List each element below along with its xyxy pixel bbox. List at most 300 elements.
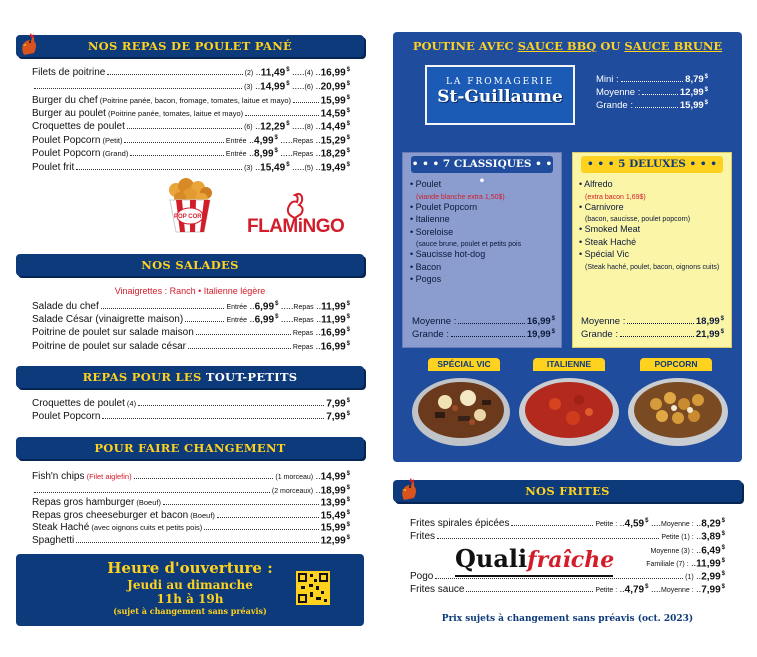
item-note: (4) — [124, 399, 137, 409]
price-b-label: (5) — [304, 165, 314, 173]
leader-dots — [620, 336, 694, 337]
poutine-item — [410, 249, 485, 259]
currency-symbol: $ — [720, 329, 724, 335]
price: 15,49$ — [320, 510, 350, 522]
item-sub — [416, 238, 521, 248]
leader-dots: .. — [252, 121, 261, 132]
price-a-label: (3) — [244, 84, 253, 92]
leader-dots: ..... — [289, 121, 305, 132]
leader-dots — [127, 128, 242, 129]
frites-row — [410, 545, 725, 556]
price-b-label: Petite (1) : — [661, 534, 694, 542]
box-price-label: Moyenne : — [412, 316, 457, 328]
poutine-item — [579, 237, 636, 247]
item-name: Salade du chef — [32, 301, 99, 313]
poutine-item — [410, 202, 477, 212]
price-a-label: (2) — [244, 70, 254, 78]
poulet-row — [32, 148, 350, 159]
poutine-item — [579, 224, 640, 234]
item-name: Poulet frit — [32, 162, 75, 174]
price-b: 6,49$ — [701, 545, 725, 557]
item-extra-text: (extra bacon 1,69$) — [585, 193, 646, 201]
currency-symbol: $ — [346, 471, 350, 477]
item-name: Poulet Popcorn — [32, 411, 101, 423]
item-name: • Spécial Vic — [579, 249, 630, 259]
quali-brand: Quali — [455, 544, 528, 573]
price-a: 11,49$ — [260, 67, 290, 79]
item-name: Frites — [410, 531, 435, 543]
salade-row — [32, 314, 350, 325]
currency-symbol: $ — [274, 135, 278, 141]
leader-dots — [435, 578, 683, 579]
leader-dots: .. — [693, 518, 702, 529]
tout-petits-title-b: TOUT-PETITS — [205, 370, 298, 384]
leader-dots — [196, 334, 291, 335]
item-name: Poulet Popcorn — [32, 135, 101, 147]
price-a-label: (3) — [244, 165, 253, 173]
price-b-label: (4) — [304, 70, 314, 78]
poutine-item — [410, 274, 441, 284]
price-b-label: (8) — [304, 124, 314, 132]
price-b: 7,99$ — [701, 584, 725, 596]
price-b-label: Repas — [292, 344, 314, 352]
price-a-label: (6) — [244, 124, 253, 132]
item-name: Burger au poulet — [32, 108, 106, 120]
poutine-item — [410, 262, 441, 272]
price: 13,99$ — [320, 497, 350, 509]
leader-dots — [451, 336, 525, 337]
photo-label-popcorn: POPCORN — [640, 358, 712, 371]
price-a: 6,99$ — [254, 301, 279, 313]
item-note: (Boeuf) — [134, 498, 161, 508]
currency-symbol: $ — [346, 341, 350, 347]
box-price-row — [581, 329, 724, 340]
poulet-row — [32, 135, 350, 146]
price-b: 16,99$ — [320, 67, 350, 79]
leader-dots — [627, 323, 694, 324]
tout-petits-banner — [16, 366, 364, 388]
currency-symbol: $ — [275, 301, 279, 307]
poutine-title-b: SAUCE BBQ — [517, 39, 597, 53]
leader-dots — [204, 529, 318, 530]
currency-symbol: $ — [346, 95, 350, 101]
price-b: 11,99$ — [696, 558, 725, 570]
qr-code-icon[interactable] — [296, 571, 330, 605]
price: 7,99$ — [326, 411, 350, 423]
currency-symbol: $ — [704, 100, 708, 106]
price: 15,99$ — [320, 95, 350, 107]
leader-dots: .... — [648, 518, 661, 529]
fraiche-brand: fraîche — [527, 547, 615, 573]
currency-symbol: $ — [346, 135, 350, 141]
leader-dots: .. — [693, 584, 702, 595]
price-b-label: Moyenne : — [660, 521, 694, 529]
poulet-row — [32, 81, 350, 92]
currency-symbol: $ — [551, 329, 555, 335]
leader-dots — [101, 308, 225, 309]
poutine-popcorn-image — [626, 370, 730, 450]
price-b: 11,99$ — [321, 314, 350, 326]
item-name: Steak Haché — [32, 522, 90, 534]
poulet-title: NOS REPAS DE POULET PANÉ — [87, 39, 293, 53]
item-name: Frites sauce — [410, 584, 465, 596]
currency-symbol: $ — [286, 81, 290, 87]
currency-symbol: $ — [704, 87, 708, 93]
price-a-label: Entrée — [226, 304, 248, 312]
item-name: Croquettes de poulet — [32, 398, 125, 410]
vinaigrettes-text: Vinaigrettes : Ranch • Italienne légère — [114, 286, 266, 296]
poutine-title-a: POUTINE AVEC — [412, 39, 518, 53]
currency-symbol: $ — [720, 316, 724, 322]
poulet-row — [32, 162, 350, 173]
leader-dots: .. — [313, 341, 321, 352]
leader-dots — [466, 591, 593, 592]
fromagerie-top: LA FROMAGERIE — [445, 77, 555, 87]
box-price: 16,99$ — [526, 316, 555, 328]
item-sub-text: (sauce brune, poulet et petits pois — [416, 241, 522, 248]
price: 18,99$ — [320, 485, 350, 497]
currency-symbol: $ — [346, 522, 350, 528]
changement-row — [32, 522, 350, 533]
currency-symbol: $ — [346, 327, 350, 333]
item-name: Poitrine de poulet sur salade césar — [32, 341, 186, 353]
currency-symbol: $ — [346, 411, 350, 417]
item-sub-text: (bacon, saucisse, poulet popcorn) — [585, 216, 691, 223]
item-extra-text: (viande blanche extra 1,50$) — [416, 193, 505, 201]
price-a-label: Entrée — [225, 151, 247, 159]
price-b-label: Repas — [293, 304, 314, 312]
item-note: (Petit) — [100, 136, 123, 146]
poutine-title — [393, 39, 742, 53]
salade-row — [32, 301, 350, 312]
leader-dots — [635, 107, 678, 108]
item-name: • Carnivore — [579, 201, 624, 212]
price-b: 3,89$ — [701, 531, 725, 543]
price-a-label: Petite : — [595, 587, 618, 595]
petits-row — [32, 411, 350, 422]
salade-row — [32, 327, 350, 338]
flamingo-logo — [247, 192, 345, 240]
leader-dots: .. — [313, 67, 321, 78]
leader-dots — [163, 504, 319, 505]
leader-dots — [34, 492, 270, 493]
leader-dots: .. — [693, 531, 702, 542]
poulet-row — [32, 121, 350, 132]
currency-symbol: $ — [721, 545, 725, 551]
leader-dots: .. — [253, 67, 261, 78]
currency-symbol: $ — [645, 584, 649, 590]
leader-dots — [102, 418, 324, 419]
currency-symbol: $ — [704, 74, 708, 80]
currency-symbol: $ — [346, 301, 350, 307]
leader-dots: .. — [693, 571, 702, 582]
item-extra — [585, 191, 646, 201]
currency-symbol: $ — [346, 81, 350, 87]
currency-symbol: $ — [346, 314, 350, 320]
currency-symbol: $ — [346, 162, 350, 168]
size-price: 12,99$ — [679, 87, 708, 99]
poutine-item — [410, 227, 453, 237]
price-b: 16,99$ — [320, 341, 350, 353]
leader-dots: .. — [688, 558, 697, 569]
flamingo-brand: FLAMiNGO — [247, 216, 345, 237]
leader-dots — [437, 538, 659, 539]
leader-dots: .. — [313, 148, 321, 159]
item-note: (Poitrine panée, bacon, fromage, tomates, laitue et mayo) — [97, 96, 292, 106]
item-name: • Steak Haché — [579, 236, 637, 247]
currency-symbol: $ — [346, 121, 350, 127]
currency-symbol: $ — [721, 571, 725, 577]
item-name: • Poulet — [410, 179, 442, 189]
price-b: 15,29$ — [320, 135, 350, 147]
price-a: 4,79$ — [624, 584, 649, 596]
price-a: 4,99$ — [254, 135, 278, 147]
price-label: (2 morceaux) — [271, 488, 314, 496]
leader-dots: .. — [246, 148, 255, 159]
item-note: (Poitrine panée, tomates, laitue et mayo) — [105, 109, 244, 119]
size-label: Mini : — [596, 74, 619, 86]
leader-dots: ..... — [278, 301, 294, 312]
price-b: 16,99$ — [320, 327, 350, 339]
leader-dots: .. — [313, 471, 321, 482]
price-a: 6,99$ — [254, 314, 279, 326]
box-price-label: Grande : — [581, 329, 618, 341]
salades-banner — [16, 254, 364, 276]
fromagerie-name: St-Guillaume — [437, 87, 563, 107]
leader-dots — [293, 102, 319, 103]
popcorn-box-image — [160, 178, 220, 233]
box-price: 19,99$ — [526, 329, 555, 341]
rooster-icon — [18, 33, 40, 57]
item-note-red: (Filet aiglefin) — [84, 472, 132, 482]
leader-dots — [458, 323, 525, 324]
price-a-label: Petite : — [595, 521, 618, 529]
currency-symbol: $ — [721, 558, 725, 564]
currency-symbol: $ — [346, 485, 350, 491]
leader-dots: .. — [313, 162, 321, 173]
price-b: 18,29$ — [320, 148, 350, 160]
leader-dots: .. — [247, 301, 255, 312]
leader-dots: .. — [252, 162, 261, 173]
item-sub-text: (Steak haché, poulet, bacon, oignons cuits) — [585, 263, 720, 271]
changement-title: POUR FAIRE CHANGEMENT — [94, 441, 286, 455]
item-name: • Saucisse hot-dog — [410, 249, 486, 259]
currency-symbol: $ — [551, 316, 555, 322]
photo-label-special-vic: SPÉCIAL VIC — [428, 358, 500, 371]
leader-dots — [185, 321, 224, 322]
leader-dots: .. — [313, 135, 321, 146]
leader-dots: .. — [313, 121, 321, 132]
price-a: 4,59$ — [624, 518, 649, 530]
footer-note: Prix sujets à changement sans préavis (oct. 2023) — [441, 614, 694, 624]
frites-row — [410, 571, 725, 582]
size-price: 8,79$ — [685, 74, 708, 86]
price-b-label: Familiale (7) : — [646, 561, 689, 569]
leader-dots: .. — [313, 301, 322, 312]
price: 14,59$ — [320, 108, 350, 120]
item-name: Repas gros cheeseburger et bacon — [32, 510, 189, 522]
poutine-item — [579, 202, 624, 212]
poutine-item — [579, 179, 613, 189]
box-price-row — [412, 329, 555, 340]
currency-symbol: $ — [346, 67, 350, 73]
leader-dots — [130, 155, 224, 156]
item-name: • Italienne — [410, 214, 450, 224]
currency-symbol: $ — [721, 584, 725, 590]
poutine-italienne-image — [517, 370, 621, 450]
item-sub — [585, 213, 690, 223]
box-price: 21,99$ — [695, 329, 724, 341]
box-price-row — [412, 316, 555, 327]
poulet-row — [32, 67, 350, 78]
changement-row — [32, 485, 350, 496]
deluxes-header: • • • 5 DELUXES • • • — [581, 156, 723, 173]
box-price-row — [581, 316, 724, 327]
leader-dots: .... — [648, 584, 661, 595]
price-a: 12,29$ — [260, 121, 290, 133]
price-b-label: Moyenne : — [660, 587, 694, 595]
poutine-item — [410, 214, 450, 224]
price-a-label: Entrée — [225, 138, 247, 146]
leader-dots — [134, 478, 274, 479]
item-name: Poulet Popcorn — [32, 148, 101, 160]
price-a: 8,99$ — [254, 148, 278, 160]
leader-dots — [245, 115, 319, 116]
price-a: 14,99$ — [260, 81, 290, 93]
leader-dots — [76, 542, 318, 543]
price-b: 20,99$ — [320, 81, 350, 93]
box-price-label: Moyenne : — [581, 316, 626, 328]
item-name: Burger du chef — [32, 95, 98, 107]
poulet-row — [32, 108, 350, 119]
poutine-size-row — [596, 87, 708, 98]
item-name: • Alfredo — [579, 179, 613, 189]
leader-dots: .. — [246, 135, 255, 146]
frites-banner — [393, 480, 742, 502]
item-name: Spaghetti — [32, 535, 75, 547]
price-a-label: Entrée — [226, 317, 248, 325]
changement-row — [32, 471, 350, 482]
size-label: Grande : — [596, 100, 633, 112]
frites-row — [410, 558, 725, 569]
hours-days: Jeudi au dimanche — [127, 578, 253, 592]
currency-symbol: $ — [274, 148, 278, 154]
leader-dots: ..... — [289, 67, 305, 78]
leader-dots — [217, 517, 319, 518]
price-label: (1 morceau) — [275, 474, 314, 482]
item-name: Poitrine de poulet sur salade maison — [32, 327, 194, 339]
item-sub — [585, 261, 719, 271]
currency-symbol: $ — [346, 108, 350, 114]
price-b: 19,49$ — [320, 162, 350, 174]
leader-dots — [511, 525, 593, 526]
petits-row — [32, 398, 350, 409]
tout-petits-title-a: REPAS POUR LES — [82, 370, 206, 384]
poulet-row — [32, 95, 350, 106]
price-b: 14,49$ — [320, 121, 350, 133]
leader-dots: .. — [313, 485, 321, 496]
item-name: Pogo — [410, 571, 434, 583]
item-name: • Soreloise — [410, 226, 454, 237]
price: 12,99$ — [320, 535, 350, 547]
salades-title: NOS SALADES — [141, 258, 239, 272]
hours-time: 11h à 19h — [156, 592, 224, 606]
leader-dots: ..... — [289, 162, 305, 173]
item-name: Croquettes de poulet — [32, 121, 125, 133]
frites-row — [410, 531, 725, 542]
price-b-label: Repas — [292, 330, 314, 338]
currency-symbol: $ — [346, 510, 350, 516]
leader-dots: .. — [617, 518, 625, 529]
currency-symbol: $ — [346, 535, 350, 541]
leader-dots: .. — [252, 81, 261, 92]
leader-dots — [642, 94, 678, 95]
leader-dots — [138, 405, 324, 406]
price-b-label: Repas — [293, 317, 314, 325]
currency-symbol: $ — [721, 518, 725, 524]
leader-dots: .. — [247, 314, 255, 325]
poulet-banner — [16, 35, 364, 57]
item-name: • Poulet Popcorn — [410, 201, 478, 212]
leader-dots: ..... — [277, 135, 293, 146]
leader-dots: .. — [313, 314, 322, 325]
hours-title: Heure d'ouverture : — [107, 559, 273, 577]
hours-note: (sujet à changement sans préavis) — [113, 606, 267, 616]
leader-dots: ..... — [277, 148, 293, 159]
price-b: 8,29$ — [701, 518, 725, 530]
leader-dots: .. — [313, 327, 321, 338]
price-b-label: (6) — [304, 84, 314, 92]
poutine-title-d: SAUCE BRUNE — [624, 39, 723, 53]
leader-dots — [34, 88, 242, 89]
price: 14,99$ — [320, 471, 350, 483]
leader-dots: .. — [313, 81, 321, 92]
price-b-label: Repas — [292, 138, 314, 146]
currency-symbol: $ — [286, 67, 290, 73]
leader-dots: ..... — [289, 81, 305, 92]
item-note: (Grand) — [100, 149, 129, 159]
poutine-item — [410, 179, 441, 189]
leader-dots: .. — [693, 545, 702, 556]
leader-dots: .. — [617, 584, 625, 595]
classiques-header: • • • 7 CLASSIQUES • • • — [411, 158, 553, 187]
leader-dots — [124, 142, 223, 143]
item-name: Salade César (vinaigrette maison) — [32, 314, 184, 326]
item-note: (Boeuf) — [188, 511, 215, 521]
leader-dots — [107, 74, 242, 75]
changement-row — [32, 497, 350, 508]
price: 7,99$ — [326, 398, 350, 410]
currency-symbol: $ — [721, 531, 725, 537]
poutine-size-row — [596, 100, 708, 111]
item-name: Fish'n chips — [32, 471, 85, 483]
currency-symbol: $ — [286, 162, 290, 168]
leader-dots — [188, 348, 291, 349]
leader-dots — [621, 81, 683, 82]
changement-row — [32, 510, 350, 521]
currency-symbol: $ — [346, 398, 350, 404]
currency-symbol: $ — [275, 314, 279, 320]
currency-symbol: $ — [645, 518, 649, 524]
changement-row — [32, 535, 350, 546]
currency-symbol: $ — [346, 148, 350, 154]
popcorn-box-label: POP CORN — [174, 214, 206, 220]
leader-dots: ..... — [278, 314, 294, 325]
frites-title: NOS FRITES — [525, 484, 610, 498]
item-name: Filets de poitrine — [32, 67, 106, 79]
leader-dots — [76, 169, 242, 170]
fromagerie-logo — [425, 65, 575, 125]
